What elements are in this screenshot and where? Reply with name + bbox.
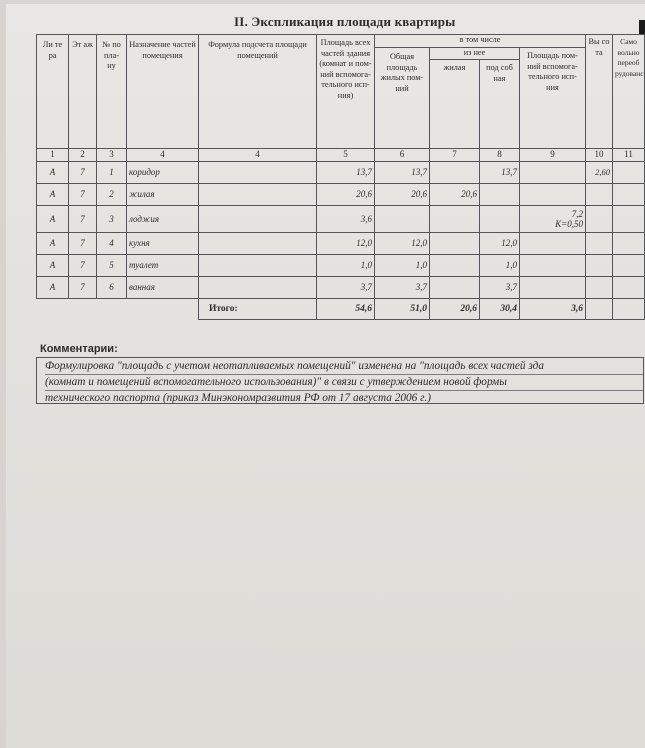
cell-vysota: [586, 233, 613, 255]
comment-line: Формулировка "площадь с учетом неотапливаемых помещений" изменена на "площадь всех частей зда: [45, 359, 643, 375]
col-number: 2: [69, 149, 97, 162]
cell-no: 1: [97, 162, 127, 184]
col-number: 4: [127, 149, 199, 162]
header-podsobnaya: под соб ная: [480, 60, 520, 149]
cell-area-all: 3,7: [317, 277, 375, 299]
total-spacer: [37, 299, 199, 320]
cell-zhilaya: [430, 233, 480, 255]
header-etazh: Эт аж: [69, 35, 97, 149]
header-litera: Ли те ра: [37, 35, 69, 149]
cell-vysota: [586, 206, 613, 233]
cell-aux: [520, 206, 586, 233]
total-samov: [613, 299, 645, 320]
cell-podsob: 3,7: [480, 277, 520, 299]
comment-box: [36, 357, 644, 404]
cell-aux-value: 7,2: [571, 208, 584, 219]
cell-formula: [199, 233, 317, 255]
cell-obshaya: 12,0: [375, 233, 430, 255]
header-obshaya: Общая площадь жилых пом-ний: [375, 48, 430, 149]
col-number: 10: [586, 149, 613, 162]
cell-aux: [520, 233, 586, 255]
page-edge-mark: [639, 20, 645, 34]
cell-area-all: 20,6: [317, 184, 375, 206]
cell-no: 4: [97, 233, 127, 255]
cell-litera: А: [37, 277, 69, 299]
cell-etazh: 7: [69, 277, 97, 299]
col-number: 1: [37, 149, 69, 162]
cell-aux: [520, 162, 586, 184]
cell-name: кухня: [127, 233, 199, 255]
cell-obshaya: 13,7: [375, 162, 430, 184]
total-zhilaya: 20,6: [430, 299, 480, 320]
cell-vysota: 2,60: [586, 162, 613, 184]
cell-name: туалет: [127, 255, 199, 277]
cell-etazh: 7: [69, 255, 97, 277]
total-aux: 3,6: [520, 299, 586, 320]
cell-area-all: 13,7: [317, 162, 375, 184]
cell-litera: А: [37, 162, 69, 184]
cell-zhilaya: [430, 162, 480, 184]
header-area-all: Площадь всех частей здания (комнат и пом-ний вспомога- тельного исп-ния): [317, 35, 375, 149]
cell-no: 2: [97, 184, 127, 206]
cell-aux-coefficient: К=0,50: [555, 219, 584, 229]
comment-line: технического паспорта (приказ Минэкономразвития РФ от 17 августа 2006 г.): [45, 392, 432, 404]
cell-name: лоджия: [127, 206, 199, 233]
table-row: [37, 184, 645, 206]
cell-name: ванная: [127, 277, 199, 299]
cell-zhilaya: [430, 255, 480, 277]
cell-aux: [520, 277, 586, 299]
table-row: [37, 255, 645, 277]
cell-etazh: 7: [69, 184, 97, 206]
total-podsob: 30,4: [480, 299, 520, 320]
table-row: [37, 206, 645, 233]
cell-vysota: [586, 277, 613, 299]
cell-formula: [199, 206, 317, 233]
cell-area-all: 12,0: [317, 233, 375, 255]
cell-name: коридор: [127, 162, 199, 184]
cell-samov: [613, 162, 645, 184]
cell-vysota: [586, 184, 613, 206]
header-zhilaya: жилая: [430, 60, 480, 149]
cell-formula: [199, 184, 317, 206]
cell-formula: [199, 277, 317, 299]
col-number: 5: [317, 149, 375, 162]
cell-zhilaya: [430, 277, 480, 299]
cell-zhilaya: 20,6: [430, 184, 480, 206]
cell-area-all: 3,6: [317, 206, 375, 233]
cell-podsob: [480, 206, 520, 233]
cell-podsob: [480, 184, 520, 206]
area-explication-table: [36, 34, 645, 320]
header-v-tom-chisle: в том числе: [375, 35, 586, 48]
table-row: [37, 162, 645, 184]
header-aux-area: Площадь пом-ний вспомога- тельного исп-ния: [520, 48, 586, 149]
cell-obshaya: 20,6: [375, 184, 430, 206]
cell-podsob: 13,7: [480, 162, 520, 184]
header-vysota: Вы со та: [586, 35, 613, 149]
document-sheet: [6, 4, 645, 748]
cell-name: жилая: [127, 184, 199, 206]
total-area-all: 54,6: [317, 299, 375, 320]
comments-label: Комментарии:: [40, 343, 118, 355]
cell-samov: [613, 277, 645, 299]
cell-samov: [613, 255, 645, 277]
cell-no: 6: [97, 277, 127, 299]
cell-samov: [613, 233, 645, 255]
cell-formula: [199, 162, 317, 184]
cell-zhilaya: [430, 206, 480, 233]
total-label: Итого:: [199, 299, 317, 320]
cell-samov: [613, 184, 645, 206]
cell-vysota: [586, 255, 613, 277]
total-obshaya: 51,0: [375, 299, 430, 320]
cell-area-all: 1,0: [317, 255, 375, 277]
cell-podsob: 12,0: [480, 233, 520, 255]
col-number: 8: [480, 149, 520, 162]
cell-litera: А: [37, 206, 69, 233]
table-total-row: [37, 299, 645, 320]
table-row: [37, 277, 645, 299]
cell-aux: [520, 255, 586, 277]
cell-no: 5: [97, 255, 127, 277]
col-number: 9: [520, 149, 586, 162]
header-samovolno: Само вольно переоб рудованс: [613, 35, 645, 149]
cell-etazh: 7: [69, 233, 97, 255]
cell-formula: [199, 255, 317, 277]
col-number: 7: [430, 149, 480, 162]
col-number: 3: [97, 149, 127, 162]
cell-obshaya: 1,0: [375, 255, 430, 277]
cell-litera: А: [37, 184, 69, 206]
document-title: II. Экспликация площади квартиры: [234, 14, 456, 29]
col-number: 4: [199, 149, 317, 162]
comment-line: (комнат и помещений вспомогательного использования)" в связи с утверждением новой формы: [45, 375, 643, 391]
cell-litera: А: [37, 233, 69, 255]
cell-obshaya: [375, 206, 430, 233]
cell-litera: А: [37, 255, 69, 277]
header-formula: Формула подсчета площади помещений: [199, 35, 317, 149]
cell-etazh: 7: [69, 162, 97, 184]
total-vysota: [586, 299, 613, 320]
cell-obshaya: 3,7: [375, 277, 430, 299]
cell-podsob: 1,0: [480, 255, 520, 277]
table-row: [37, 233, 645, 255]
col-number: 11: [613, 149, 645, 162]
cell-etazh: 7: [69, 206, 97, 233]
cell-no: 3: [97, 206, 127, 233]
col-number: 6: [375, 149, 430, 162]
header-iz-nee: из нее: [430, 48, 520, 60]
header-plan-no: № по пла- ну: [97, 35, 127, 149]
table-header-row: [37, 35, 645, 48]
column-number-row: [37, 149, 645, 162]
cell-aux: [520, 184, 586, 206]
header-naznachenie: Назначение частей помещения: [127, 35, 199, 149]
cell-samov: [613, 206, 645, 233]
